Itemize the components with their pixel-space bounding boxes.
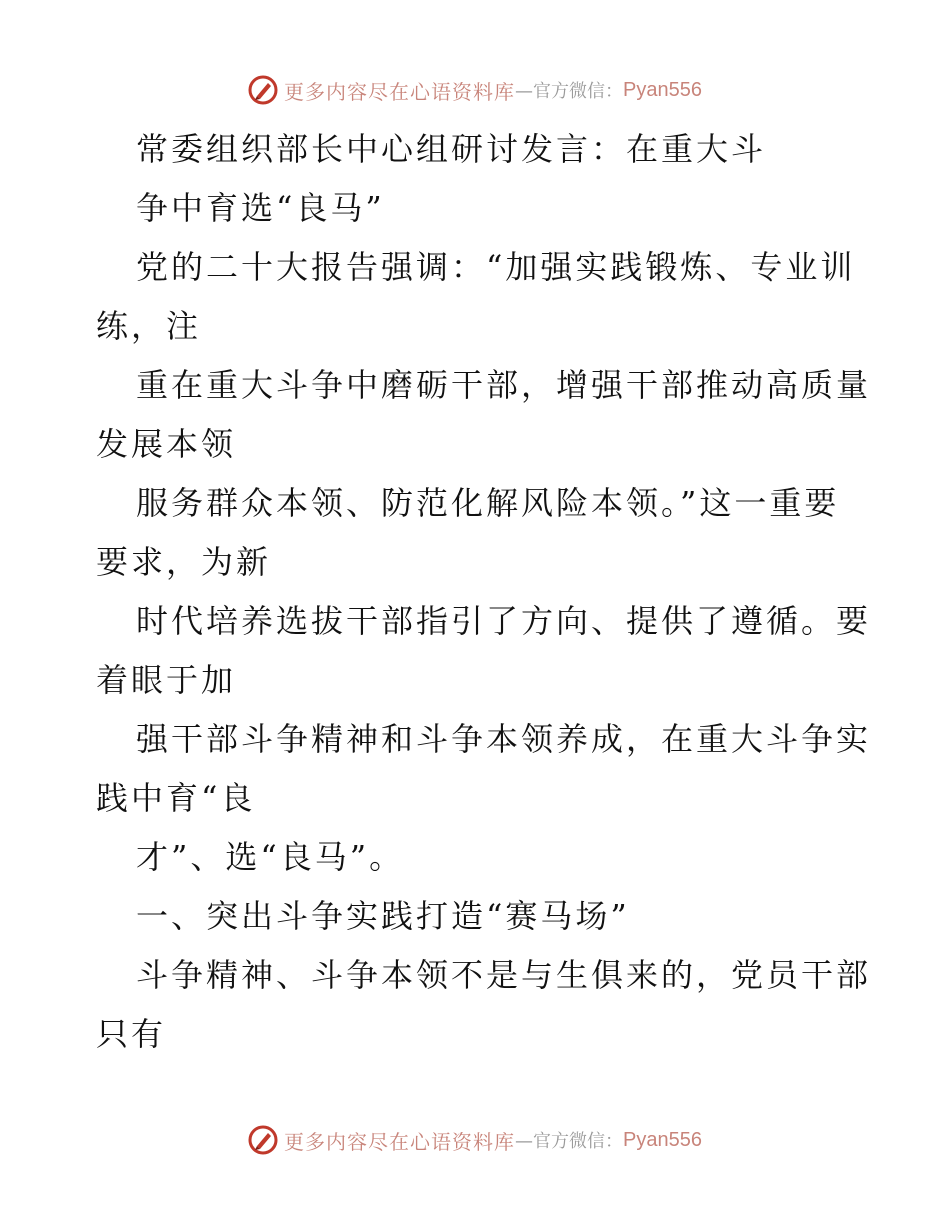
document-line: 强干部斗争精神和斗争本领养成，在重大斗争实 — [136, 720, 872, 758]
header-watermark — [0, 70, 950, 110]
watermark-wechat-id: Pyan556 — [623, 1128, 702, 1151]
watermark-text: 更多内容尽在心语资料库 — [284, 1129, 516, 1154]
footer-watermark — [0, 1120, 950, 1160]
document-line: 重在重大斗争中磨砺干部，增强干部推动高质量 — [136, 366, 872, 404]
document-line: 党的二十大报告强调：“加强实践锻炼、专业训 — [136, 248, 856, 286]
document-line: 才”、选“良马”。 — [136, 838, 405, 876]
document-body — [96, 120, 872, 1064]
document-line: 练，注 — [96, 307, 202, 345]
watermark-separator: —官方微信： — [515, 1131, 624, 1152]
pen-logo-icon — [248, 75, 278, 105]
document-line: 一、突出斗争实践打造“赛马场” — [136, 897, 630, 935]
document-line: 服务群众本领、防范化解风险本领。”这一重要 — [136, 484, 840, 522]
document-line: 发展本领 — [96, 425, 237, 463]
pen-logo-icon — [248, 1125, 278, 1155]
document-line: 常委组织部长中心组研讨发言：在重大斗 — [136, 130, 767, 168]
document-line: 着眼于加 — [96, 661, 237, 699]
watermark-wechat-id: Pyan556 — [623, 78, 702, 101]
document-line: 只有 — [96, 1015, 167, 1053]
document-line: 争中育选“良马” — [136, 189, 385, 227]
document-line: 斗争精神、斗争本领不是与生俱来的，党员干部 — [136, 956, 872, 994]
watermark-text: 更多内容尽在心语资料库 — [284, 79, 516, 104]
document-line: 践中育“良 — [96, 779, 256, 817]
watermark-separator: —官方微信： — [515, 81, 624, 102]
document-line: 要求，为新 — [96, 543, 272, 581]
document-line: 时代培养选拔干部指引了方向、提供了遵循。要 — [136, 602, 872, 640]
